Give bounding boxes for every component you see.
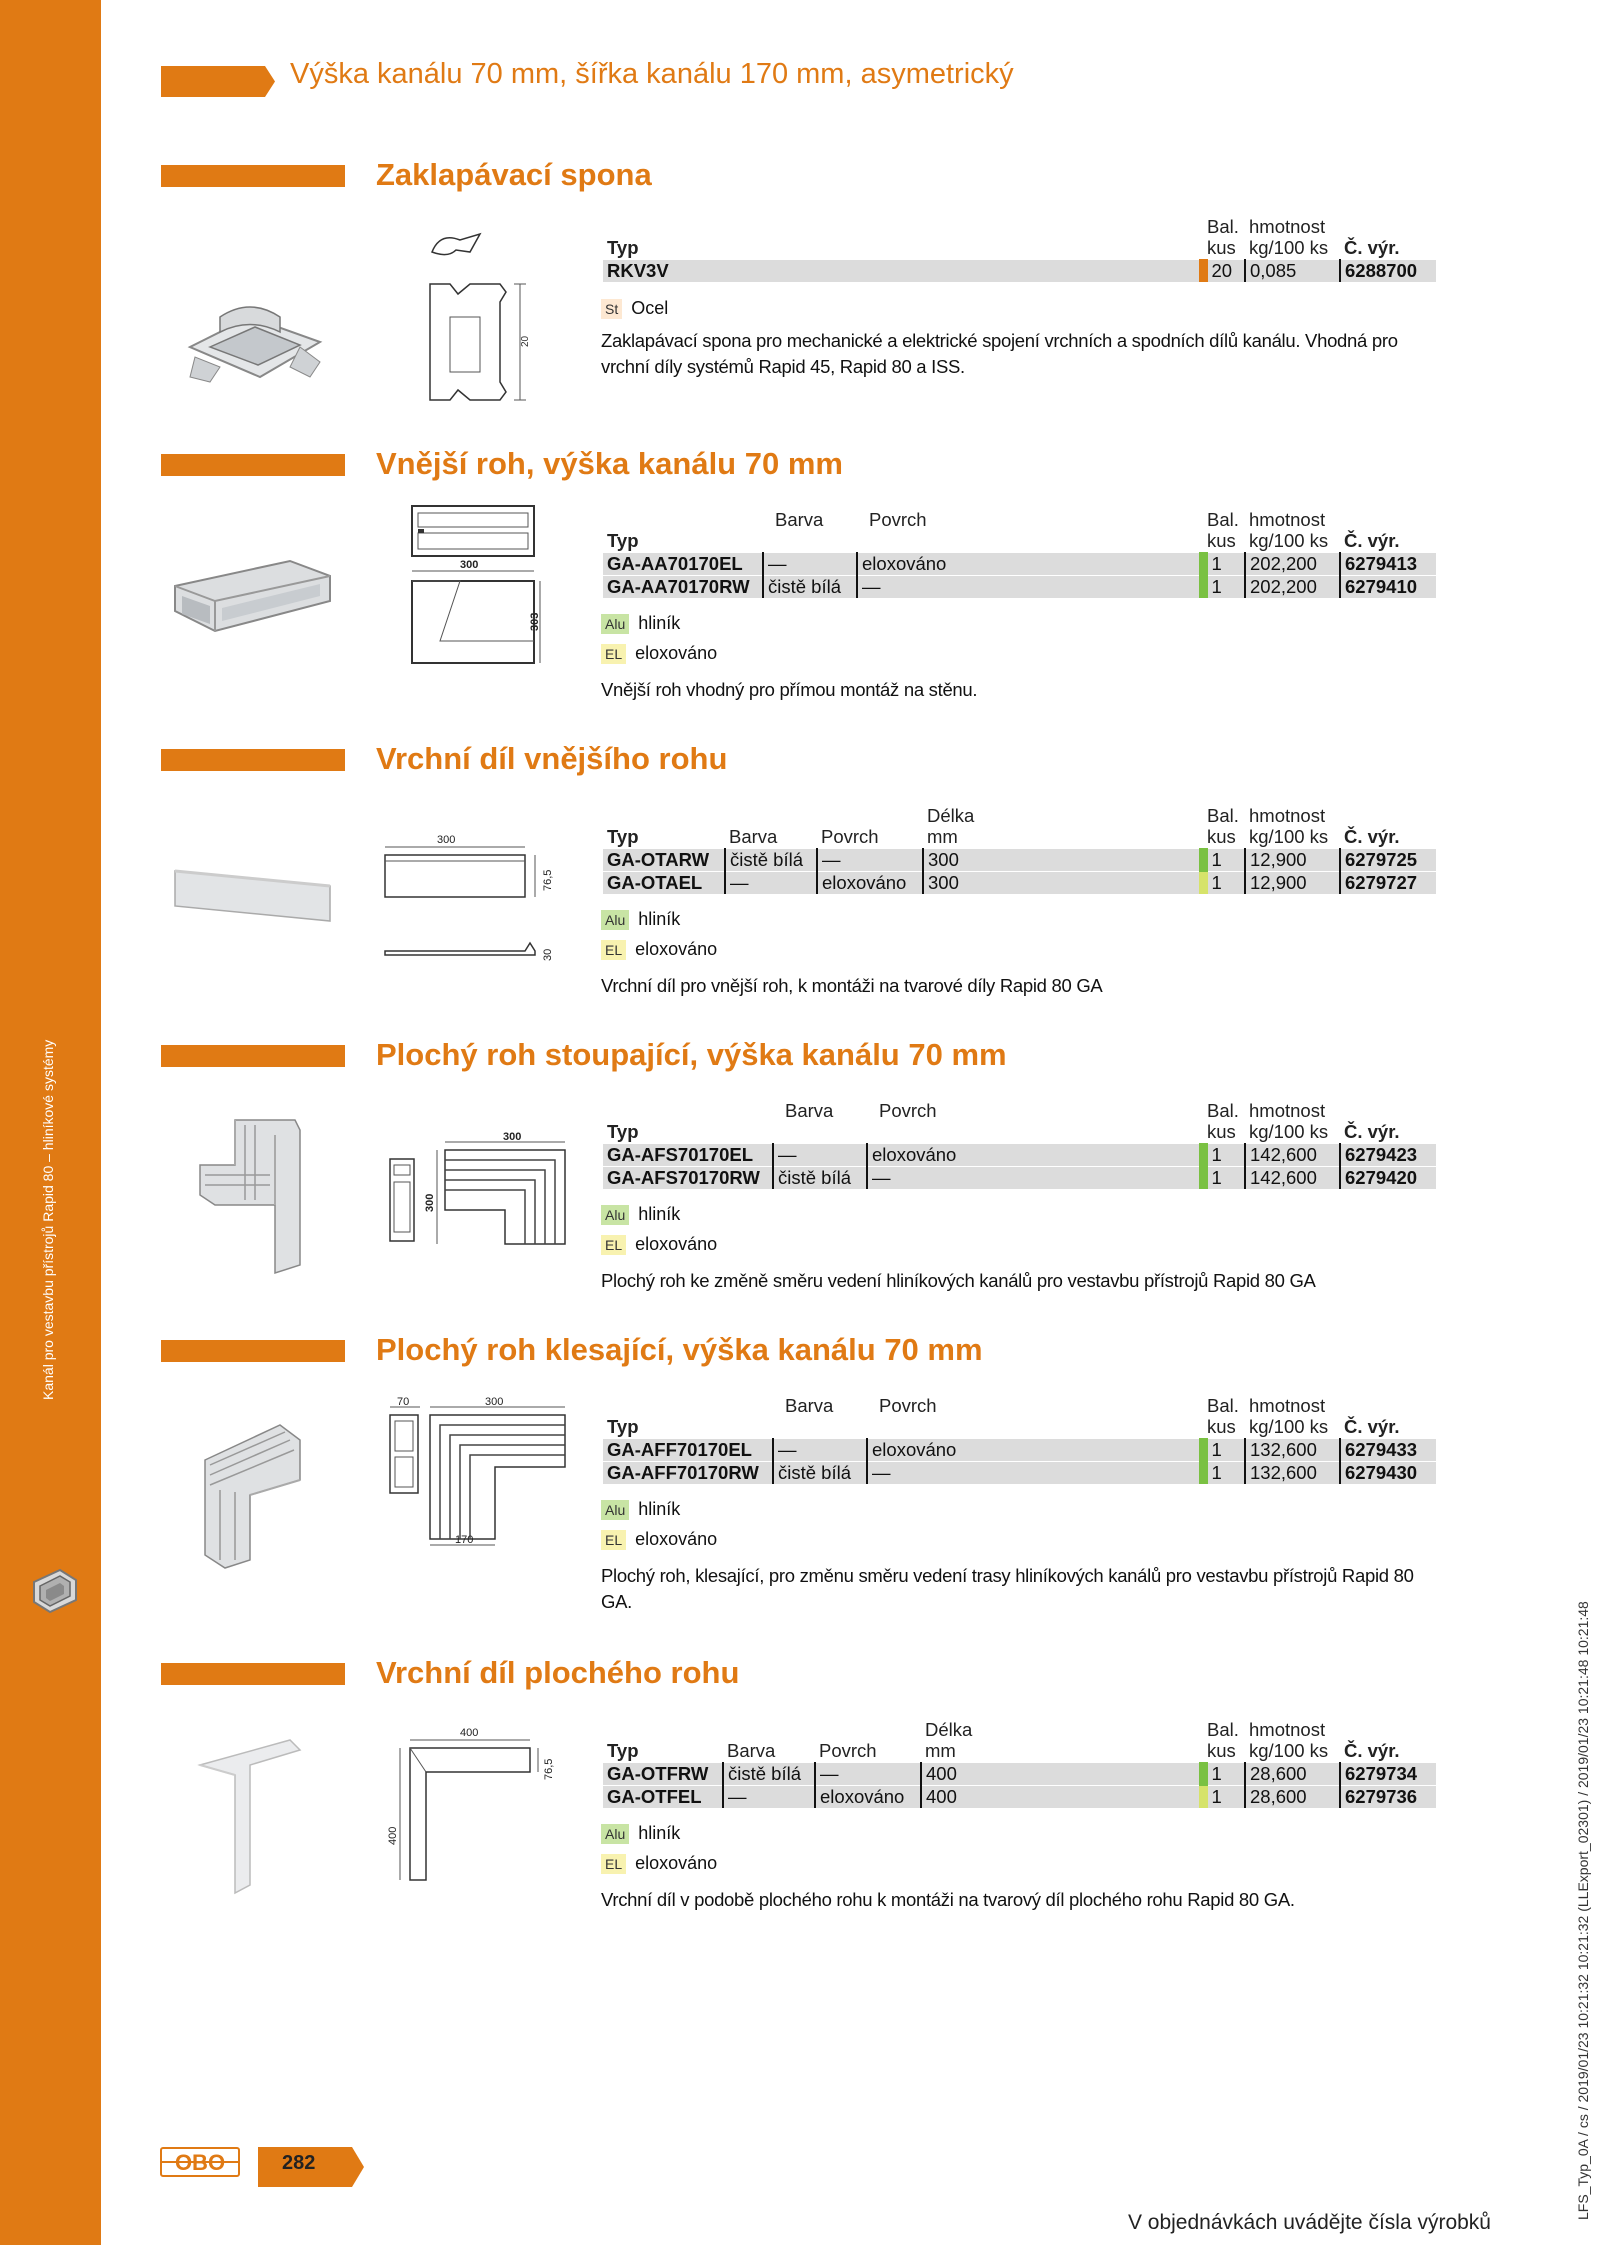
- technical-drawing: [385, 1132, 575, 1247]
- surface-cell: eloxováno: [817, 872, 923, 895]
- color-cell: čistě bílá: [773, 1167, 867, 1190]
- material-legend: [601, 1852, 717, 1874]
- material-label: hliník: [638, 1823, 681, 1843]
- typ-cell: GA-AFF70170RW: [603, 1462, 773, 1485]
- bal-cell: 1: [1203, 1439, 1245, 1462]
- col-header: Typ: [607, 237, 639, 258]
- section-bar: [161, 454, 345, 476]
- section-bar: [161, 165, 345, 187]
- material-legend: [601, 297, 668, 319]
- col-header: kg/100 ks: [1249, 1416, 1329, 1437]
- product-photo: [170, 866, 335, 926]
- material-tag: EL: [601, 1530, 626, 1550]
- table-row: [603, 1462, 1436, 1485]
- col-header: Povrch: [821, 826, 879, 847]
- export-meta: LFS_Typ_0A / cs / 2019/01/23 10:21:32 10:21:32 (LLExport_02301) / 2019/01/23 10:21:48 10:21:48: [1575, 1601, 1591, 2220]
- weight-cell: 132,600: [1245, 1462, 1340, 1485]
- surface-cell: —: [867, 1462, 1203, 1485]
- article-number-cell: 6279727: [1340, 872, 1436, 895]
- dimension-label: 20: [520, 335, 531, 347]
- table-row: [603, 553, 1436, 576]
- material-tag: Alu: [601, 1205, 629, 1225]
- product-photo: [190, 1115, 310, 1275]
- article-number-cell: 6279736: [1340, 1786, 1436, 1809]
- material-label: hliník: [638, 1204, 681, 1224]
- material-legend: [601, 1498, 680, 1520]
- material-label: eloxováno: [635, 1853, 718, 1873]
- col-header: Typ: [607, 530, 639, 551]
- material-tag: EL: [601, 644, 626, 664]
- article-number-cell: 6288700: [1340, 260, 1436, 283]
- col-header: Povrch: [869, 510, 927, 530]
- material-legend: [601, 938, 717, 960]
- sidebar-text: Kanál pro vestavbu přístrojů Rapid 80 – hliníkové systémy: [40, 1039, 56, 1400]
- col-header: Č. výr.: [1344, 1121, 1400, 1142]
- weight-cell: 12,900: [1245, 849, 1340, 872]
- col-header: Barva: [775, 510, 824, 530]
- table-row: [603, 1144, 1436, 1167]
- material-label: eloxováno: [635, 643, 718, 663]
- col-header: kus: [1207, 1740, 1236, 1761]
- col-header: hmotnost: [1249, 806, 1326, 826]
- bal-cell: 1: [1203, 849, 1245, 872]
- typ-cell: GA-OTAEL: [603, 872, 725, 895]
- typ-cell: GA-AFS70170RW: [603, 1167, 773, 1190]
- material-legend: [601, 1203, 680, 1225]
- section-title: Plochý roh klesající, výška kanálu 70 mm: [376, 1332, 983, 1367]
- product-description: Vrchní díl pro vnější roh, k montáži na tvarové díly Rapid 80 GA: [601, 975, 1103, 996]
- section-title: Zaklapávací spona: [376, 157, 652, 192]
- section-title: Vrchní díl plochého rohu: [376, 1655, 740, 1690]
- col-header: Barva: [727, 1740, 776, 1761]
- table-row: [603, 1763, 1436, 1786]
- bal-cell: 1: [1203, 1786, 1245, 1809]
- material-tag: Alu: [601, 910, 629, 930]
- section-flat-corner-top: [0, 1655, 1600, 1951]
- article-number-cell: 6279725: [1340, 849, 1436, 872]
- bal-cell: 1: [1203, 1462, 1245, 1485]
- weight-cell: 12,900: [1245, 872, 1340, 895]
- material-label: hliník: [638, 909, 681, 929]
- weight-cell: 132,600: [1245, 1439, 1340, 1462]
- product-photo: [170, 546, 335, 646]
- col-header: Bal.: [1207, 1720, 1239, 1740]
- col-header: kus: [1207, 1416, 1236, 1437]
- weight-cell: 0,085: [1245, 260, 1340, 283]
- col-header: kg/100 ks: [1249, 826, 1329, 847]
- table-row: [603, 1786, 1436, 1809]
- table-row: [603, 872, 1436, 895]
- color-cell: —: [725, 872, 817, 895]
- col-header: Č. výr.: [1344, 1740, 1400, 1761]
- color-cell: —: [773, 1439, 867, 1462]
- technical-drawing: [375, 831, 565, 971]
- material-label: eloxováno: [635, 1234, 718, 1254]
- material-tag: EL: [601, 1854, 626, 1874]
- col-header: kg/100 ks: [1249, 1740, 1329, 1761]
- dimension-label: 170: [455, 1534, 474, 1546]
- material-legend: [601, 1528, 717, 1550]
- article-number-cell: 6279423: [1340, 1144, 1436, 1167]
- article-number-cell: 6279734: [1340, 1763, 1436, 1786]
- weight-cell: 202,200: [1245, 576, 1340, 599]
- material-legend: [601, 908, 680, 930]
- material-tag: Alu: [601, 1824, 629, 1844]
- material-legend: [601, 612, 680, 634]
- col-header: Délka: [927, 806, 975, 826]
- product-table: [603, 806, 1436, 894]
- material-label: eloxováno: [635, 1529, 718, 1549]
- col-header: Č. výr.: [1344, 826, 1400, 847]
- surface-cell: eloxováno: [857, 553, 1203, 576]
- typ-cell: RKV3V: [603, 260, 1203, 283]
- section-flat-corner-falling: [0, 1332, 1600, 1628]
- color-cell: čistě bílá: [763, 576, 857, 599]
- col-header: Povrch: [819, 1740, 877, 1761]
- product-table: [603, 510, 1436, 598]
- surface-cell: —: [815, 1763, 921, 1786]
- surface-cell: —: [817, 849, 923, 872]
- col-header: kg/100 ks: [1249, 530, 1329, 551]
- section-bar: [161, 749, 345, 771]
- dimension-label: 76,5: [543, 1758, 555, 1780]
- product-table: [603, 1396, 1436, 1484]
- surface-cell: eloxováno: [867, 1144, 1203, 1167]
- col-header: kus: [1207, 530, 1236, 551]
- page-number: 282: [282, 2152, 316, 2174]
- product-description: Vrchní díl v podobě plochého rohu k montáži na tvarový díl plochého rohu Rapid 80 GA.: [601, 1889, 1295, 1910]
- col-header: Typ: [607, 1121, 639, 1142]
- weight-cell: 28,600: [1245, 1786, 1340, 1809]
- bal-cell: 1: [1203, 553, 1245, 576]
- article-number-cell: 6279410: [1340, 576, 1436, 599]
- table-row: [603, 1167, 1436, 1190]
- typ-cell: GA-AFS70170EL: [603, 1144, 773, 1167]
- col-header: Barva: [785, 1396, 834, 1416]
- weight-cell: 202,200: [1245, 553, 1340, 576]
- col-header: hmotnost: [1249, 1101, 1326, 1121]
- dimension-label: 300: [437, 834, 456, 846]
- product-table: [603, 1720, 1436, 1808]
- col-header: Č. výr.: [1344, 530, 1400, 551]
- material-tag: EL: [601, 940, 626, 960]
- material-tag: Alu: [601, 1500, 629, 1520]
- logo-text: OBO: [174, 2150, 226, 2175]
- col-header: Č. výr.: [1344, 1416, 1400, 1437]
- section-snap-clip: [0, 157, 1600, 453]
- col-header: Bal.: [1207, 1396, 1239, 1416]
- dimension-label: 76,5: [542, 869, 554, 891]
- technical-drawing: [380, 1720, 570, 1890]
- col-header: Typ: [607, 1416, 639, 1437]
- material-tag: EL: [601, 1235, 626, 1255]
- product-description: Vnější roh vhodný pro přímou montáž na stěnu.: [601, 679, 978, 700]
- weight-cell: 28,600: [1245, 1763, 1340, 1786]
- section-title: Vrchní díl vnějšího rohu: [376, 741, 728, 776]
- weight-cell: 142,600: [1245, 1144, 1340, 1167]
- technical-drawing: [420, 222, 540, 437]
- bal-cell: 20: [1203, 260, 1245, 283]
- article-number-cell: 6279430: [1340, 1462, 1436, 1485]
- col-header: Č. výr.: [1344, 237, 1400, 258]
- color-cell: čistě bílá: [723, 1763, 815, 1786]
- dimension-label: 300: [460, 559, 479, 571]
- material-legend: [601, 642, 717, 664]
- bal-cell: 1: [1203, 576, 1245, 599]
- material-label: eloxováno: [635, 939, 718, 959]
- col-header: mm: [927, 826, 958, 847]
- material-label: hliník: [638, 1499, 681, 1519]
- product-description: Plochý roh, klesající, pro změnu směru vedení trasy hliníkových kanálů pro vestavbu přístrojů Rapid 80 GA.: [601, 1565, 1414, 1612]
- col-header: kg/100 ks: [1249, 1121, 1329, 1142]
- article-number-cell: 6279420: [1340, 1167, 1436, 1190]
- product-photo: [180, 287, 330, 397]
- article-number-cell: 6279413: [1340, 553, 1436, 576]
- technical-drawing: [385, 1397, 575, 1547]
- surface-cell: eloxováno: [867, 1439, 1203, 1462]
- typ-cell: GA-OTFEL: [603, 1786, 723, 1809]
- material-legend: [601, 1233, 717, 1255]
- material-tag: Alu: [601, 614, 629, 634]
- col-header: Povrch: [879, 1101, 937, 1121]
- technical-drawing: [400, 501, 550, 666]
- color-cell: —: [763, 553, 857, 576]
- obo-logo: [160, 2147, 240, 2177]
- material-label: Ocel: [631, 298, 669, 318]
- length-cell: 300: [923, 849, 1203, 872]
- material-tag: St: [601, 299, 622, 319]
- section-bar: [161, 1045, 345, 1067]
- col-header: Typ: [607, 1740, 639, 1761]
- col-header: hmotnost: [1249, 1396, 1326, 1416]
- section-bar: [161, 1663, 345, 1685]
- table-row: [603, 849, 1436, 872]
- section-bar: [161, 1340, 345, 1362]
- bal-cell: 1: [1203, 1144, 1245, 1167]
- col-header: Barva: [785, 1101, 834, 1121]
- dimension-label: 30: [542, 948, 554, 961]
- dimension-label: 400: [387, 1826, 399, 1845]
- col-header: Bal.: [1207, 510, 1239, 530]
- col-header: Barva: [729, 826, 778, 847]
- col-header: hmotnost: [1249, 1720, 1326, 1740]
- section-flat-corner-rising: [0, 1037, 1600, 1333]
- typ-cell: GA-OTARW: [603, 849, 725, 872]
- col-header: kus: [1207, 826, 1236, 847]
- typ-cell: GA-OTFRW: [603, 1763, 723, 1786]
- product-table: [603, 217, 1436, 282]
- typ-cell: GA-AA70170RW: [603, 576, 763, 599]
- col-header: Bal.: [1207, 1101, 1239, 1121]
- material-label: hliník: [638, 613, 681, 633]
- col-header: Délka: [925, 1720, 973, 1740]
- dimension-label: 300: [424, 1193, 436, 1212]
- surface-cell: —: [867, 1167, 1203, 1190]
- table-row: [603, 576, 1436, 599]
- color-cell: čistě bílá: [773, 1462, 867, 1485]
- article-number-cell: 6279433: [1340, 1439, 1436, 1462]
- footer-note: V objednávkách uvádějte čísla výrobků: [1127, 2211, 1491, 2234]
- bal-cell: 1: [1203, 1167, 1245, 1190]
- color-cell: —: [723, 1786, 815, 1809]
- length-cell: 300: [923, 872, 1203, 895]
- color-cell: —: [773, 1144, 867, 1167]
- col-header: hmotnost: [1249, 217, 1326, 237]
- product-photo: [190, 1735, 310, 1895]
- section-title: Vnější roh, výška kanálu 70 mm: [376, 446, 843, 481]
- product-description: Zaklapávací spona pro mechanické a elektrické spojení vrchních a spodních dílů kanálu. Vhodná pro vrchní díly systémů Rapid 45, Rapid 80 a ISS.: [601, 330, 1398, 377]
- bal-cell: 1: [1203, 1763, 1245, 1786]
- col-header: Bal.: [1207, 806, 1239, 826]
- material-legend: [601, 1822, 680, 1844]
- dimension-label: 300: [503, 1132, 522, 1143]
- col-header: Typ: [607, 826, 639, 847]
- section-title: Plochý roh stoupající, výška kanálu 70 mm: [376, 1037, 1007, 1072]
- col-header: kus: [1207, 237, 1236, 258]
- product-table: [603, 1101, 1436, 1189]
- col-header: mm: [925, 1740, 956, 1761]
- col-header: Bal.: [1207, 217, 1239, 237]
- typ-cell: GA-AA70170EL: [603, 553, 763, 576]
- table-row: [603, 1439, 1436, 1462]
- col-header: hmotnost: [1249, 510, 1326, 530]
- table-row: [603, 260, 1436, 283]
- typ-cell: GA-AFF70170EL: [603, 1439, 773, 1462]
- length-cell: 400: [921, 1763, 1203, 1786]
- section-outer-corner: [0, 446, 1600, 742]
- dimension-label: 70: [397, 1397, 410, 1408]
- dimension-label: 400: [460, 1727, 479, 1739]
- col-header: kg/100 ks: [1249, 237, 1329, 258]
- col-header: Povrch: [879, 1396, 937, 1416]
- surface-cell: eloxováno: [815, 1786, 921, 1809]
- bal-cell: 1: [1203, 872, 1245, 895]
- product-photo: [190, 1420, 310, 1570]
- dimension-label: 303: [529, 612, 541, 631]
- col-header: kus: [1207, 1121, 1236, 1142]
- page-title: Výška kanálu 70 mm, šířka kanálu 170 mm, asymetrický: [290, 58, 1014, 90]
- product-description: Plochý roh ke změně směru vedení hliníkových kanálů pro vestavbu přístrojů Rapid 80 GA: [601, 1270, 1316, 1291]
- dimension-label: 300: [485, 1397, 504, 1408]
- color-cell: čistě bílá: [725, 849, 817, 872]
- section-outer-corner-top: [0, 741, 1600, 1037]
- surface-cell: —: [857, 576, 1203, 599]
- weight-cell: 142,600: [1245, 1167, 1340, 1190]
- title-arrow-icon: [161, 66, 275, 97]
- length-cell: 400: [921, 1786, 1203, 1809]
